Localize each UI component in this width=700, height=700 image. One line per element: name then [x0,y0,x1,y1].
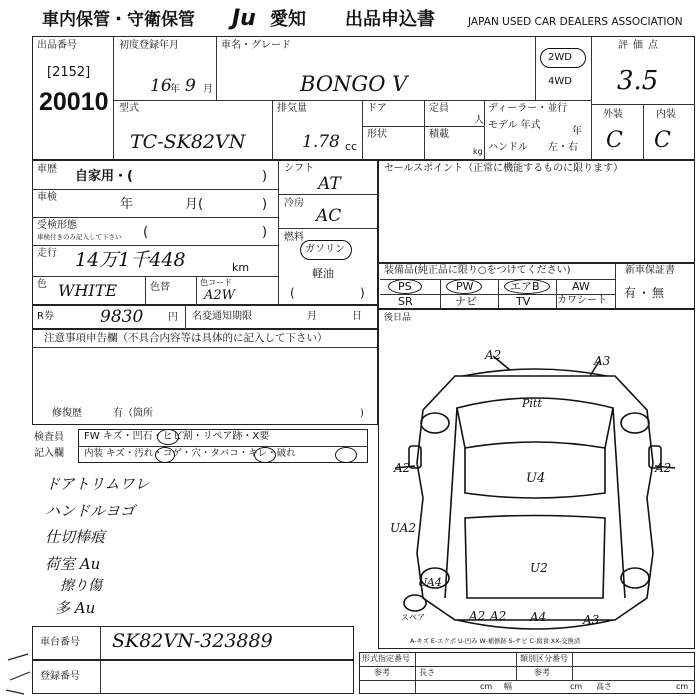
registration-label: 初度登録年月 [119,40,179,51]
vehicle-damage-diagram [385,348,695,648]
recycle-label: R券 [37,311,54,322]
spare-label: スペア [401,613,425,622]
color-code-value: A2W [204,288,236,303]
height-label: 高さ [596,682,612,691]
mileage-label: 走行 [37,248,57,259]
drive-2wd: 2WD [548,52,572,63]
exterior-grade: C [606,128,623,153]
length-label: 長さ [419,668,435,677]
mark-pitt: Pitt [522,397,542,410]
acceptance-label: 受検形態 [37,220,77,231]
model-year-label: モデル 年式 [488,120,541,131]
header-left-title: 車内保管・守衛保管 [42,10,195,30]
rear-item-label: 後日品 [384,313,412,323]
inspection-label: 車検 [37,192,57,203]
interior-grade: C [654,128,671,153]
equip-airbag: エアB [510,280,540,293]
chassis-value: SK82VN-323889 [112,630,273,652]
sales-point-label: セールスポイント（正常に機能するものに限ります） [384,163,624,174]
fuel-gasoline: ガソリン [305,244,345,255]
grade-value: 3.5 [617,66,659,96]
equip-pw: PW [456,280,474,293]
lot-sub-number: [2152] [47,65,91,80]
category-number-label: 類別区分番号 [520,654,568,663]
fuel-label: 燃料 [284,232,304,243]
chassis-label: 車台番号 [40,637,80,648]
mark-u4: U4 [526,471,546,486]
association-name: JAPAN USED CAR DEALERS ASSOCIATION [468,16,683,28]
note-line-1: ドアトリムワレ [45,475,150,493]
inspector-row-1: FW キズ・凹石・ヒビ割・リペア跡・X要 [84,431,270,442]
handle-left-right: 左・右 [548,142,578,153]
form-title: 出品申込書 [345,9,435,30]
capacity-label: 定員 [429,103,449,114]
shape-label: 形状 [367,129,387,140]
scribble-mark [4,650,34,695]
grade-label: 評価点 [618,40,663,51]
mark-a2-top: A2 [485,348,502,362]
mark-a2-bottom-left: A2 [469,609,486,623]
color-change-label: 色替 [150,282,170,293]
shift-label: シフト [284,163,314,174]
car-name-label: 車名・グレード [221,40,291,51]
car-name-value: BONGO V [300,72,408,96]
ju-logo: Ju [232,6,256,31]
note-line-4: 荷室 Au [45,555,101,573]
color-code-label: 色コード [200,278,232,287]
equip-tv: TV [516,295,531,308]
width-label: 幅 [504,682,512,691]
displacement-value: 1.78 [302,132,340,152]
equip-ps: PS [398,280,412,293]
aircon-label: 冷房 [284,198,304,209]
inspector-label-2: 記入欄 [34,448,64,459]
drive-4wd: 4WD [548,76,572,87]
fuel-diesel: 軽油 [312,267,334,280]
history-value: 自家用・( [75,169,133,184]
color-label: 色 [37,279,47,290]
lot-label: 出品番号 [37,40,77,51]
model-value: TC-SK82VN [130,131,246,153]
mark-a3-top: A3 [594,354,611,368]
repair-label: 修復歴 [52,408,82,419]
lot-number: 20010 [39,88,109,116]
equipment-label: 装備品(純正品に限り○をつけてください) [384,265,571,276]
notes-label: 注意事項申告欄（不具合内容等は具体的に記入して下さい） [44,332,328,344]
circle-pw [446,279,482,294]
door-label: ドア [367,103,387,114]
recycle-value: 9830 [100,307,144,327]
equip-seat: カワシート [557,295,607,306]
interior-label: 内装 [656,109,676,120]
load-label: 積載 [429,129,449,140]
header-org: 愛知 [270,9,306,30]
form-number-label: 形式指定番号 [362,654,410,663]
mark-ua4: UA4 [418,576,442,589]
registration-month: 9 [185,76,196,96]
warranty-label: 新車保証書 [625,265,675,276]
mark-a2-left: A2 [394,461,411,475]
note-line-2: ハンドルヨゴ [45,502,136,520]
displacement-label: 排気量 [277,103,307,114]
note-line-6: 多 Au [55,599,96,617]
color-value: WHITE [58,281,118,300]
mark-a2-bottom-mid: A2 [490,609,507,623]
damage-legend: A-キズ E-エクボ U-凹み W-補修跡 S-サビ C-腐食 XX-交換済 [410,638,581,645]
dealer-label: ディーラー・並行 [488,103,568,114]
note-line-5: 擦り傷 [60,578,102,594]
note-line-3: 仕切棒痕 [45,528,106,546]
circle-ps [388,279,422,294]
exterior-label: 外装 [603,109,623,120]
aircon-value: AC [316,206,342,226]
mark-a2-right: A2 [655,461,672,475]
model-label: 型式 [119,103,139,114]
handle-label: ハンドル [488,142,528,153]
sales-point-frame [378,160,695,263]
warranty-yes-no: 有・無 [624,286,667,300]
mark-u2: U2 [530,561,548,575]
mark-a4-bottom: A4 [530,610,547,624]
mileage-value: 14万1千448 [75,249,186,271]
reg-number-label: 登録番号 [40,671,80,682]
equip-sr: SR [398,295,413,308]
reg-number-frame [32,660,354,694]
inspector-label-1: 検査員 [34,432,64,443]
mark-a3-bottom: A3 [583,613,600,627]
history-label: 車歴 [37,164,57,175]
circle-airbag [504,279,550,294]
shift-value: AT [318,174,341,194]
inspector-row-2: 内装 キズ・汚れ・コゲ・穴・タバコ・キレ・破れ [84,448,296,459]
repair-value: 有（箇所 [113,408,153,419]
equip-aw: AW [572,280,590,293]
equip-navi: ナビ [455,295,477,308]
registration-year: 16 [150,76,172,96]
name-change-label: 名変通知期限 [192,311,252,322]
mark-ua2: UA2 [390,521,417,535]
